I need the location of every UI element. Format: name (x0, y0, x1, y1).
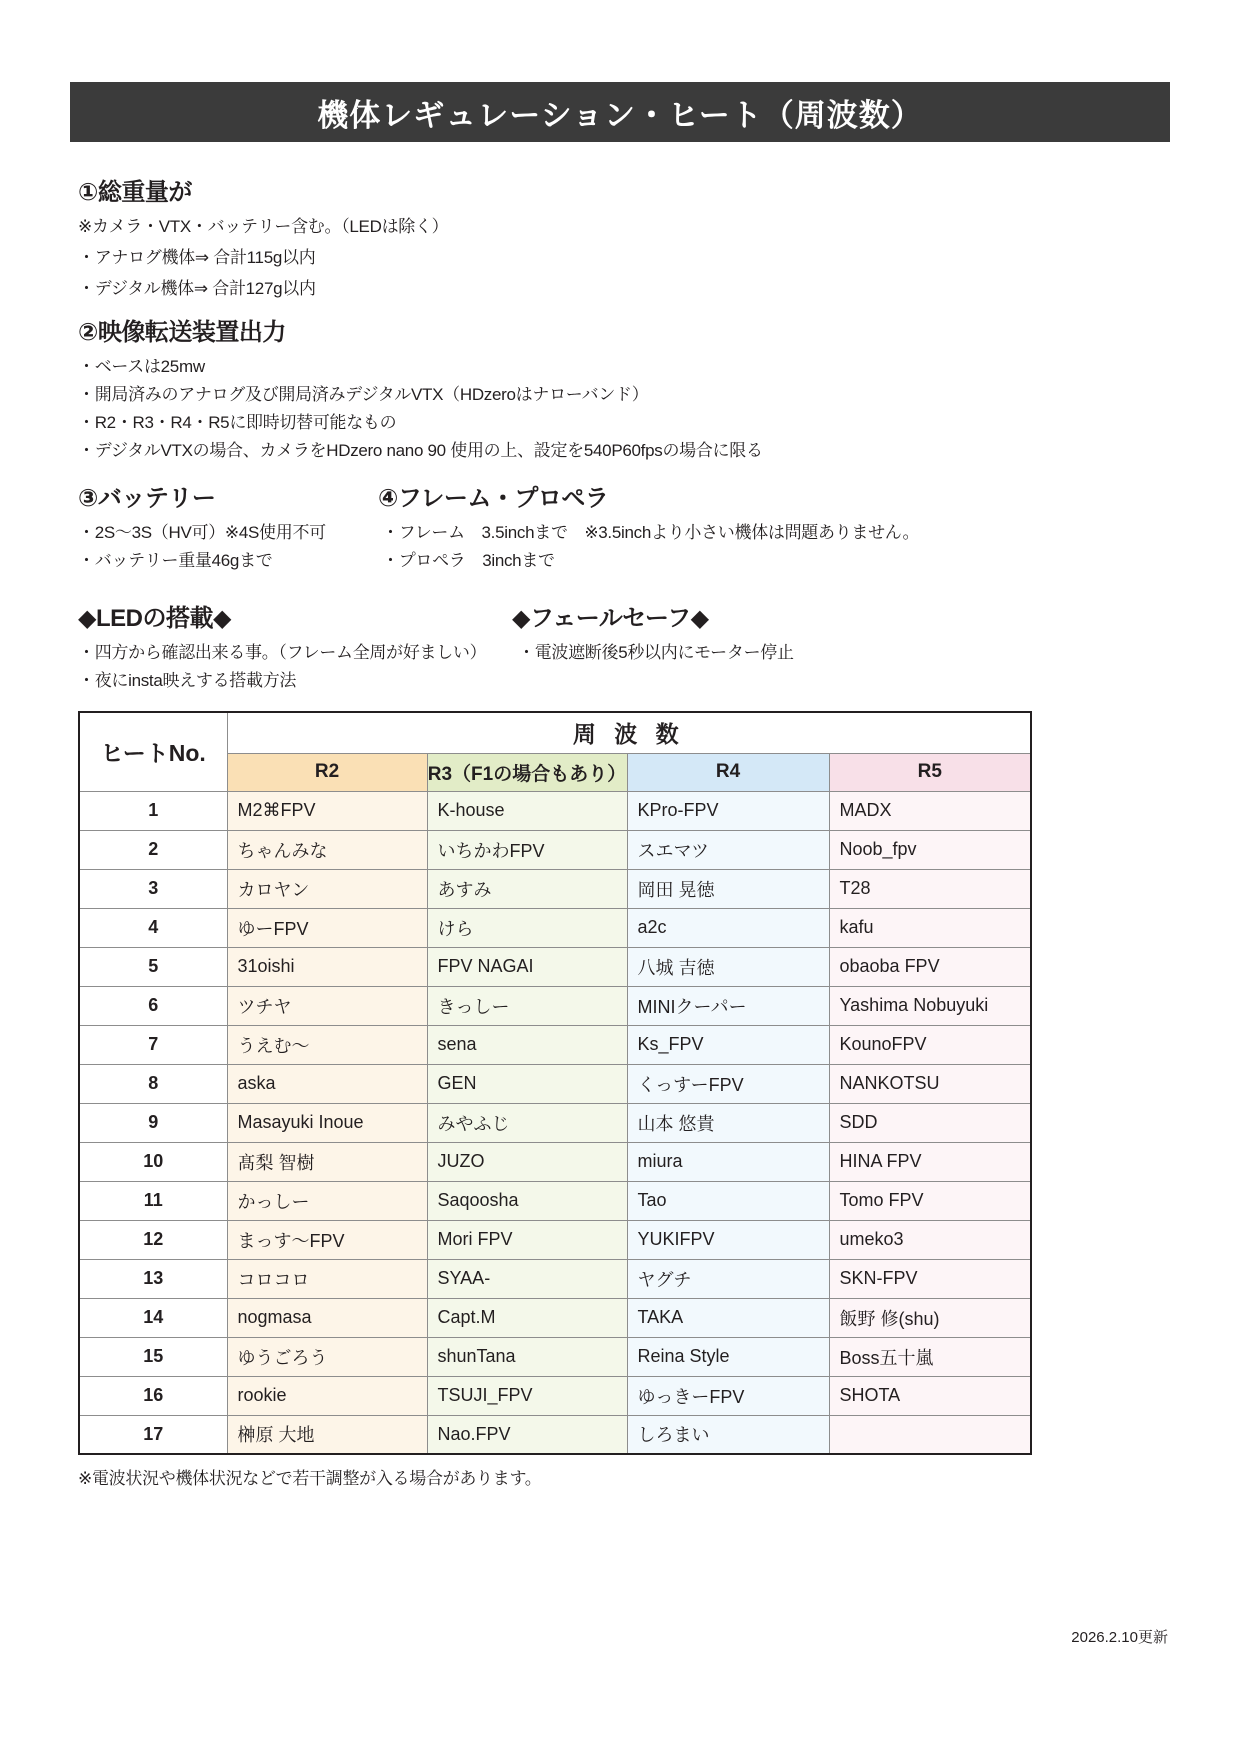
cell-r5: umeko3 (829, 1220, 1031, 1259)
table-row (79, 1376, 1031, 1415)
cell-r5: SDD (829, 1103, 1031, 1142)
cell-r3: Mori FPV (427, 1220, 627, 1259)
table-footnote: ※電波状況や機体状況などで若干調整が入る場合があります。 (78, 1469, 542, 1488)
section-heading-failsafe: ◆フェールセーフ◆ (512, 605, 709, 632)
cell-r3: FPV NAGAI (427, 947, 627, 986)
table-body (79, 791, 1031, 1454)
table-row (79, 1220, 1031, 1259)
document-title-bar (70, 82, 1170, 142)
cell-r2: nogmasa (227, 1298, 427, 1337)
table-row (79, 1298, 1031, 1337)
header-heat-no: ヒートNo. (79, 712, 227, 791)
cell-heat-no: 4 (79, 908, 227, 947)
table-row (79, 1337, 1031, 1376)
cell-r2: Masayuki Inoue (227, 1103, 427, 1142)
cell-r5: Tomo FPV (829, 1181, 1031, 1220)
cell-r5: kafu (829, 908, 1031, 947)
header-col-r2: R2 (227, 753, 427, 791)
header-col-r5: R5 (829, 753, 1031, 791)
page-title: 機体レギュレーション・ヒート（周波数） (317, 97, 923, 133)
cell-r4: ゆっきーFPV (627, 1376, 829, 1415)
cell-r2: ゆうごろう (227, 1337, 427, 1376)
cell-r5 (829, 1415, 1031, 1454)
cell-heat-no: 12 (79, 1220, 227, 1259)
table-row (79, 1259, 1031, 1298)
table-row (79, 986, 1031, 1025)
cell-heat-no: 3 (79, 869, 227, 908)
cell-r4: KPro-FPV (627, 791, 829, 830)
table-row (79, 1103, 1031, 1142)
frame-bullet-2: ・プロペラ 3inchまで (382, 551, 555, 570)
table-row (79, 1415, 1031, 1454)
cell-r2: M2⌘FPV (227, 791, 427, 830)
cell-r4: スエマツ (627, 830, 829, 869)
table-row (79, 869, 1031, 908)
cell-heat-no: 10 (79, 1142, 227, 1181)
section-heading-vtx: ②映像転送装置出力 (78, 319, 286, 346)
section-heading-frame: ④フレーム・プロペラ (378, 485, 609, 512)
section-heading-battery: ③バッテリー (78, 485, 216, 512)
cell-r4: Reina Style (627, 1337, 829, 1376)
cell-heat-no: 16 (79, 1376, 227, 1415)
cell-r5: HINA FPV (829, 1142, 1031, 1181)
cell-r5: KounoFPV (829, 1025, 1031, 1064)
cell-heat-no: 14 (79, 1298, 227, 1337)
cell-r5: NANKOTSU (829, 1064, 1031, 1103)
led-bullet-2: ・夜にinsta映えする搭載方法 (78, 671, 297, 690)
updated-date: 2026.2.10更新 (1071, 1629, 1168, 1646)
cell-heat-no: 6 (79, 986, 227, 1025)
cell-r5: 飯野 修(shu) (829, 1298, 1031, 1337)
cell-r3: sena (427, 1025, 627, 1064)
weight-bullet-1: ・アナログ機体⇒ 合計115g以内 (78, 248, 316, 267)
cell-r3: みやふじ (427, 1103, 627, 1142)
cell-r3: GEN (427, 1064, 627, 1103)
cell-heat-no: 15 (79, 1337, 227, 1376)
weight-bullet-2: ・デジタル機体⇒ 合計127g以内 (78, 279, 316, 298)
cell-r3: Capt.M (427, 1298, 627, 1337)
table-row (79, 1064, 1031, 1103)
cell-r2: カロヤン (227, 869, 427, 908)
cell-r3: Saqoosha (427, 1181, 627, 1220)
cell-r4: a2c (627, 908, 829, 947)
vtx-bullet-3: ・R2・R3・R4・R5に即時切替可能なもの (78, 413, 397, 432)
cell-r4: しろまい (627, 1415, 829, 1454)
cell-r2: 榊原 大地 (227, 1415, 427, 1454)
cell-r2: ちゃんみな (227, 830, 427, 869)
cell-r3: けら (427, 908, 627, 947)
cell-r5: MADX (829, 791, 1031, 830)
frame-bullet-1: ・フレーム 3.5inchまで ※3.5inchより小さい機体は問題ありません。 (382, 523, 920, 542)
cell-r4: 岡田 晃徳 (627, 869, 829, 908)
cell-heat-no: 13 (79, 1259, 227, 1298)
cell-heat-no: 11 (79, 1181, 227, 1220)
cell-r5: SKN-FPV (829, 1259, 1031, 1298)
vtx-bullet-4: ・デジタルVTXの場合、カメラをHDzero nano 90 使用の上、設定を540P60fpsの場合に限る (78, 441, 763, 460)
cell-r4: miura (627, 1142, 829, 1181)
cell-heat-no: 17 (79, 1415, 227, 1454)
cell-r2: 髙梨 智樹 (227, 1142, 427, 1181)
cell-r3: あすみ (427, 869, 627, 908)
cell-r2: 31oishi (227, 947, 427, 986)
cell-heat-no: 8 (79, 1064, 227, 1103)
cell-r5: obaoba FPV (829, 947, 1031, 986)
cell-r2: rookie (227, 1376, 427, 1415)
battery-bullet-1: ・2S～3S（HV可）※4S使用不可 (78, 523, 326, 542)
table-row (79, 1142, 1031, 1181)
cell-r3: JUZO (427, 1142, 627, 1181)
section-heading-led: ◆LEDの搭載◆ (78, 605, 231, 632)
cell-r2: かっしー (227, 1181, 427, 1220)
table-row (79, 908, 1031, 947)
cell-r2: ツチヤ (227, 986, 427, 1025)
cell-r4: 八城 吉徳 (627, 947, 829, 986)
cell-r3: TSUJI_FPV (427, 1376, 627, 1415)
cell-r2: まっす〜FPV (227, 1220, 427, 1259)
cell-r3: shunTana (427, 1337, 627, 1376)
cell-r3: K-house (427, 791, 627, 830)
table-row (79, 1025, 1031, 1064)
cell-r2: コロコロ (227, 1259, 427, 1298)
cell-r4: MINIクーパー (627, 986, 829, 1025)
cell-r3: Nao.FPV (427, 1415, 627, 1454)
table-row (79, 1181, 1031, 1220)
cell-r3: SYAA- (427, 1259, 627, 1298)
cell-heat-no: 9 (79, 1103, 227, 1142)
table-header-group-row (79, 712, 1031, 753)
table-row (79, 791, 1031, 830)
cell-r4: 山本 悠貴 (627, 1103, 829, 1142)
vtx-bullet-1: ・ベースは25mw (78, 357, 205, 376)
cell-r5: T28 (829, 869, 1031, 908)
cell-r5: Boss五十嵐 (829, 1337, 1031, 1376)
cell-r4: くっすーFPV (627, 1064, 829, 1103)
cell-heat-no: 5 (79, 947, 227, 986)
vtx-bullet-2: ・開局済みのアナログ及び開局済みデジタルVTX（HDzeroはナローバンド） (78, 385, 649, 404)
header-frequency-group: 周 波 数 (227, 712, 1031, 753)
cell-r5: Yashima Nobuyuki (829, 986, 1031, 1025)
cell-r5: Noob_fpv (829, 830, 1031, 869)
cell-r2: ゆーFPV (227, 908, 427, 947)
cell-r4: Ks_FPV (627, 1025, 829, 1064)
weight-note: ※カメラ・VTX・バッテリー含む。（LEDは除く） (78, 217, 449, 236)
table-row (79, 947, 1031, 986)
cell-r4: YUKIFPV (627, 1220, 829, 1259)
section-heading-weight: ①総重量が (78, 179, 192, 206)
led-bullet-1: ・四方から確認出来る事。（フレーム全周が好ましい） (78, 643, 487, 662)
table-row (79, 830, 1031, 869)
cell-r3: きっしー (427, 986, 627, 1025)
failsafe-bullet-1: ・電波遮断後5秒以内にモーター停止 (518, 643, 794, 662)
battery-bullet-2: ・バッテリー重量46gまで (78, 551, 273, 570)
cell-r3: いちかわFPV (427, 830, 627, 869)
cell-r2: aska (227, 1064, 427, 1103)
cell-r5: SHOTA (829, 1376, 1031, 1415)
heat-frequency-table (78, 711, 1032, 1455)
cell-r4: ヤグチ (627, 1259, 829, 1298)
cell-r2: うえむ〜 (227, 1025, 427, 1064)
header-col-r3: R3（F1の場合もあり） (427, 753, 627, 791)
cell-heat-no: 7 (79, 1025, 227, 1064)
cell-r4: Tao (627, 1181, 829, 1220)
cell-heat-no: 1 (79, 791, 227, 830)
cell-r4: TAKA (627, 1298, 829, 1337)
cell-heat-no: 2 (79, 830, 227, 869)
header-col-r4: R4 (627, 753, 829, 791)
